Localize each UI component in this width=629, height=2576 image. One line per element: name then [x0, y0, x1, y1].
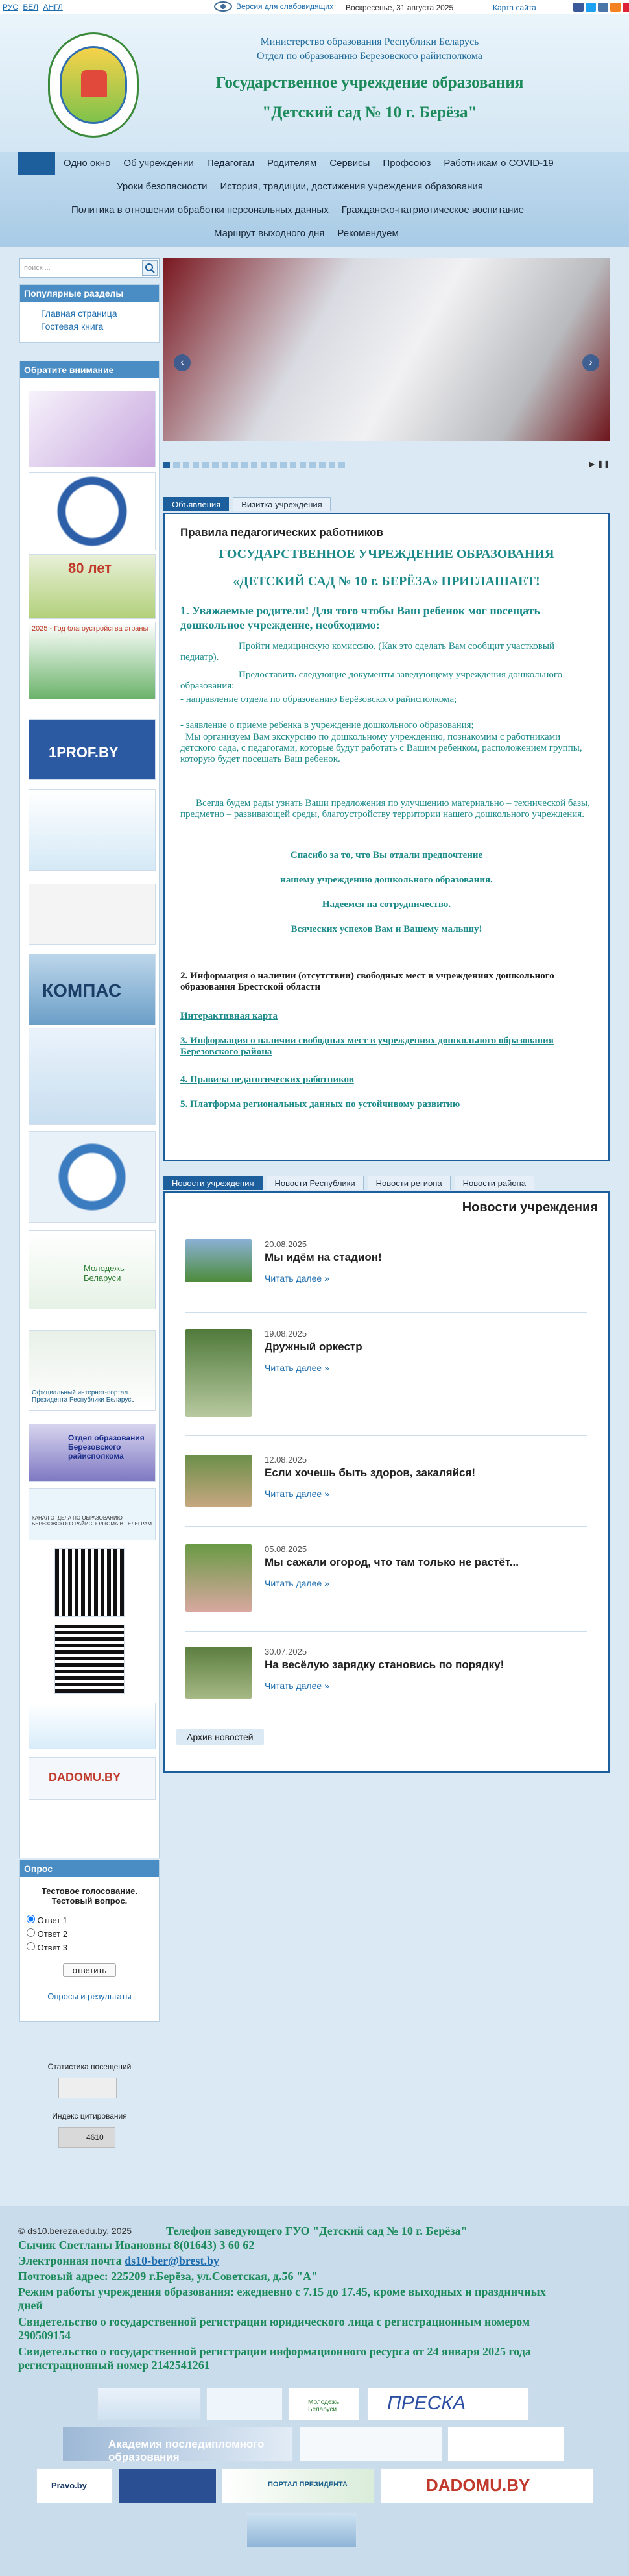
banner-ideas[interactable]	[29, 1703, 156, 1749]
footer-banner-icons[interactable]	[300, 2427, 442, 2462]
copyright: © ds10.bereza.edu.by, 2025	[18, 2226, 132, 2236]
qr-code-1[interactable]	[54, 1548, 125, 1617]
banner-emblem-education[interactable]	[29, 1131, 156, 1223]
footer-pravo-label: Pravo.by	[51, 2481, 87, 2490]
footer-email-label: Электронная почта	[18, 2254, 122, 2267]
news-image[interactable]	[185, 1544, 252, 1612]
slider-dot[interactable]	[329, 462, 335, 468]
year-label: 2025 - Год благоустройства страны	[32, 625, 148, 633]
slider-prev-icon[interactable]: ‹	[174, 354, 191, 371]
news-image[interactable]	[185, 1647, 252, 1699]
news-item	[185, 1239, 587, 1304]
news-separator	[185, 1312, 587, 1313]
news-headline[interactable]: Дружный оркестр	[265, 1341, 362, 1353]
news-tabs	[163, 1176, 534, 1190]
banner-kompas[interactable]	[29, 954, 156, 1025]
telegram-label: КАНАЛ ОТДЕЛА ПО ОБРАЗОВАНИЮ БЕРЕЗОВСКОГО РАЙИСПОЛКОМА В ТЕЛЕГРАМ	[32, 1515, 152, 1527]
slider-dot[interactable]	[183, 462, 189, 468]
youtube-icon[interactable]	[623, 3, 629, 12]
footer-banner-ministry[interactable]	[118, 2468, 217, 2503]
stats-counter[interactable]	[58, 2078, 117, 2098]
footer-hours: Режим работы учреждения образования: ежедневно с 7.15 до 17.45, кроме выходных и праздничных дней	[18, 2285, 546, 2312]
lang-ru[interactable]: РУС	[3, 3, 19, 12]
footer-registration-2: Свидетельство о государственной регистрации информационного ресурса от 24 января 2025 года регистрационный номер 2142541261	[18, 2345, 531, 2372]
banner-telegram[interactable]	[29, 1488, 156, 1540]
announcement-item4[interactable]: 4. Правила педагогических работников	[180, 1075, 354, 1085]
tab-district-news[interactable]: Новости района	[455, 1176, 534, 1190]
current-date: Воскресенье, 31 августа 2025	[346, 3, 454, 12]
search-box	[19, 258, 160, 278]
announcement-heading2: «ДЕТСКИЙ САД № 10 г. БЕРЁЗА» ПРИГЛАШАЕТ!	[233, 574, 540, 589]
announcement-thanks3: Надеемся на сотрудничество.	[322, 899, 451, 910]
portal-label: Официальный интернет-портал Президента Республики Беларусь	[32, 1389, 135, 1403]
banner-education-dept[interactable]	[29, 1424, 156, 1482]
nav-item-one-window[interactable]: Одно окно	[64, 158, 111, 169]
news-image[interactable]	[185, 1329, 252, 1417]
news-item	[185, 1544, 587, 1616]
news-headline[interactable]: Если хочешь быть здоров, закаляйся!	[265, 1466, 476, 1479]
nav-item-patriotic[interactable]: Гражданско-патриотическое воспитание	[341, 204, 525, 215]
institution-name-line1: Государственное учреждение образования	[215, 74, 524, 91]
read-more-link[interactable]: Читать далее »	[265, 1363, 329, 1373]
banner-year[interactable]	[29, 622, 156, 699]
popular-sections-box	[19, 284, 160, 343]
slider-dot[interactable]	[202, 462, 209, 468]
footer-banner-pravo[interactable]	[36, 2468, 113, 2503]
pause-icon[interactable]: ❚❚	[597, 459, 610, 468]
news-image[interactable]	[185, 1239, 252, 1282]
attention-title: Обратите внимание	[20, 361, 159, 378]
tab-institution-news[interactable]: Новости учреждения	[163, 1176, 263, 1190]
banner-emblem-blue[interactable]	[29, 472, 156, 550]
eye-icon	[214, 1, 232, 12]
read-more-link[interactable]: Читать далее »	[265, 1681, 329, 1691]
news-separator	[185, 1526, 587, 1527]
poll-question: Тестовое голосование. Тестовый вопрос.	[42, 1886, 137, 1906]
news-item	[185, 1455, 587, 1520]
announcement-title: Правила педагогических работников	[180, 526, 383, 539]
slider-dots	[163, 462, 345, 468]
announcement-thanks1: Спасибо за то, что Вы отдали предпочтение	[290, 850, 483, 860]
language-switcher	[3, 3, 65, 12]
nav-item-privacy[interactable]: Политика в отношении обработки персональных данных	[71, 204, 329, 215]
search-input[interactable]: поиск ...	[24, 264, 51, 272]
nav-row-4	[208, 222, 405, 245]
poll-radio-1[interactable]	[27, 1915, 35, 1923]
footer-head-name: Сычик Светланы Ивановны 8(01643) 3 60 62	[18, 2239, 255, 2252]
news-image[interactable]	[185, 1455, 252, 1507]
news-date: 20.08.2025	[265, 1239, 307, 1249]
news-item	[185, 1647, 587, 1712]
footer-address: Почтовый адрес: 225209 г.Берёза, ул.Советская, д.56 "А"	[18, 2270, 318, 2283]
poll-option-label: Ответ 2	[37, 1929, 68, 1939]
popular-item-home[interactable]: Главная страница	[41, 308, 117, 319]
banner-victory[interactable]	[29, 554, 156, 619]
nav-item-parents[interactable]: Родителям	[267, 158, 317, 169]
announcement-p5: Мы организуем Вам экскурсию по дошкольному учреждению, познакомим с работниками детского сада, с педагогами, которые будут работать с Вашим ребенком, расположением группы, которую будет посещать Ваш ребенок.	[180, 732, 582, 764]
lang-be[interactable]: БЕЛ	[23, 3, 39, 12]
footer-phone-heading: Телефон заведующего ГУО "Детский сад № 10 г. Берёза"	[166, 2224, 468, 2237]
citation-counter[interactable]	[58, 2127, 115, 2148]
news-date: 12.08.2025	[265, 1455, 307, 1464]
home-button[interactable]	[18, 152, 55, 175]
footer-banner-president[interactable]	[222, 2468, 375, 2503]
banner-helpline[interactable]	[29, 1028, 156, 1125]
tab-republic-news[interactable]: Новости Республики	[267, 1176, 364, 1190]
slider-dot[interactable]	[270, 462, 277, 468]
site-footer	[0, 2206, 629, 2576]
news-date: 30.07.2025	[265, 1647, 307, 1657]
footer-president-label: ПОРТАЛ ПРЕЗИДЕНТА	[268, 2481, 348, 2488]
news-separator	[185, 1435, 587, 1436]
poll-option-2[interactable]	[27, 1927, 159, 1941]
nav-item-about[interactable]: Об учреждении	[123, 158, 194, 169]
footer-molodezh-label: Молодежь Беларуси	[308, 2399, 340, 2413]
announcement-p1: Пройти медицинскую комиссию. (Как это сделать Вам сообщит участковый педиатр).	[180, 641, 554, 662]
footer-banner-children[interactable]	[246, 2512, 357, 2547]
logo-emblem	[60, 46, 127, 124]
slider-dot[interactable]	[261, 462, 267, 468]
banner-president-portal[interactable]	[29, 1330, 156, 1411]
announcement-item5[interactable]: 5. Платформа региональных данных по устойчивому развитию	[180, 1099, 460, 1110]
poll-radio-2[interactable]	[27, 1928, 35, 1937]
banner-festival[interactable]	[29, 391, 156, 467]
facebook-icon[interactable]	[573, 3, 584, 12]
footer-email-line	[18, 2254, 219, 2268]
poll-submit-button[interactable]: ответить	[63, 1963, 116, 1977]
site-header	[0, 14, 629, 152]
read-more-link[interactable]: Читать далее »	[265, 1488, 329, 1499]
vk-icon[interactable]	[598, 3, 608, 12]
tab-announcements[interactable]: Объявления	[163, 497, 229, 511]
announcement-item1: 1. Уважаемые родители! Для того чтобы Ваш ребенок мог посещать дошкольное учреждение, необходимо:	[180, 604, 540, 631]
poll-title: Опрос	[20, 1860, 159, 1877]
nav-item-safety[interactable]: Уроки безопасности	[117, 181, 208, 192]
announcement-p6: Всегда будем рады узнать Ваши предложения по улучшению материально – технической базы, предметно – развивающей среды, благоустройству территории нашего дошкольного учреждения.	[180, 798, 590, 820]
news-date: 19.08.2025	[265, 1329, 307, 1339]
read-more-link[interactable]: Читать далее »	[265, 1273, 329, 1283]
announcement-heading1: ГОСУДАРСТВЕННОЕ УЧРЕЖДЕНИЕ ОБРАЗОВАНИЯ	[219, 547, 554, 561]
search-icon[interactable]	[142, 260, 158, 276]
slider-dot[interactable]	[319, 462, 326, 468]
footer-email-link[interactable]: ds10-ber@brest.by	[125, 2254, 220, 2267]
slider-dot[interactable]	[212, 462, 219, 468]
footer-banner-education[interactable]	[97, 2388, 201, 2420]
popular-item-guestbook[interactable]: Гостевая книга	[41, 321, 104, 332]
poll-option-3[interactable]	[27, 1941, 159, 1954]
announcement-p2: Предоставить следующие документы заведующему учреждения дошкольного образования:	[180, 670, 563, 691]
slider-dot[interactable]	[173, 462, 180, 468]
banner-professional[interactable]	[29, 789, 156, 871]
poll-option-1[interactable]	[27, 1914, 159, 1927]
slider-dot[interactable]	[300, 462, 306, 468]
announcement-thanks4: Всяческих успехов Вам и Вашему малышу!	[291, 924, 482, 934]
announcement-p4: - заявление о приеме ребенка в учреждение дошкольного образования;	[180, 720, 474, 731]
slider-next-icon[interactable]: ›	[582, 354, 599, 371]
slider-dot[interactable]	[338, 462, 345, 468]
news-headline[interactable]: Мы идём на стадион!	[265, 1251, 382, 1263]
footer-banner-forum[interactable]	[447, 2427, 564, 2462]
sitemap-link[interactable]: Карта сайта	[493, 3, 536, 12]
announcement-item2: 2. Информация о наличии (отсутствии) свободных мест в учреждениях дошкольного образования Брестской области	[180, 971, 554, 992]
dadomu-label: DADOMU.BY	[49, 1771, 121, 1784]
nav-row-2	[110, 175, 490, 199]
announcement-thanks2: нашему учреждению дошкольного образования.	[280, 875, 493, 885]
announcement-item3[interactable]: 3. Информация о наличии свободных мест в учреждениях дошкольного образования Березовского района	[180, 1036, 554, 1057]
popular-sections-title: Популярные разделы	[20, 285, 159, 302]
footer-registration-1: Свидетельство о государственной регистрации юридического лица с регистрационным номером 290509154	[18, 2315, 530, 2342]
photo-slider[interactable]	[163, 258, 610, 441]
citation-title: Индекс цитирования	[52, 2111, 127, 2120]
citation-value: 4610	[86, 2133, 104, 2142]
poll-option-label: Ответ 3	[37, 1943, 68, 1952]
banner-document[interactable]	[29, 884, 156, 945]
poll-box	[19, 1860, 160, 2022]
read-more-link[interactable]: Читать далее »	[265, 1578, 329, 1588]
news-separator	[185, 1631, 587, 1632]
victory-label: 80 лет	[68, 560, 112, 576]
accessibility-label: Версия для слабовидящих	[236, 2, 334, 11]
stats-title: Статистика посещений	[47, 2062, 132, 2071]
slider-dot[interactable]	[222, 462, 228, 468]
qr-code-2[interactable]	[54, 1625, 125, 1694]
news-panel	[163, 1191, 610, 1773]
social-links	[573, 3, 629, 12]
nav-item-history[interactable]: История, традиции, достижения учреждения образования	[220, 181, 483, 192]
nav-row-3	[65, 199, 530, 222]
department-title: Отдел по образованию Березовского райисполкома	[256, 51, 483, 62]
footer-banner-academy[interactable]	[62, 2427, 293, 2462]
slider-dot[interactable]	[290, 462, 296, 468]
news-title: Новости учреждения	[462, 1200, 598, 1215]
top-bar	[0, 0, 629, 14]
banner-1prof[interactable]	[29, 719, 156, 780]
kindergarten-logo[interactable]	[48, 32, 139, 138]
kompas-label: КОМПАС	[42, 980, 122, 1001]
play-icon[interactable]: ▶	[589, 459, 595, 468]
slider-dot[interactable]	[231, 462, 238, 468]
poll-results-link[interactable]: Опросы и результаты	[47, 1991, 132, 2001]
announcement-panel	[163, 513, 610, 1161]
banner-dadomu[interactable]	[29, 1757, 156, 1800]
slider-controls	[589, 459, 610, 468]
nav-item-services[interactable]: Сервисы	[329, 158, 370, 169]
news-item	[185, 1329, 587, 1420]
nav-item-covid[interactable]: Работникам о COVID-19	[444, 158, 554, 169]
news-archive-button[interactable]: Архив новостей	[176, 1729, 264, 1745]
news-headline[interactable]: Мы сажали огород, что там только не растёт...	[265, 1556, 519, 1568]
footer-banner-dadomu[interactable]	[380, 2468, 594, 2503]
nav-item-union[interactable]: Профсоюз	[383, 158, 431, 169]
footer-banner-molodezh[interactable]	[288, 2388, 359, 2420]
nav-item-weekend[interactable]: Маршрут выходного дня	[214, 228, 325, 239]
institution-name-line2: "Детский сад № 10 г. Берёза"	[262, 104, 477, 121]
poll-radio-3[interactable]	[27, 1942, 35, 1950]
slider-dot[interactable]	[309, 462, 316, 468]
accessibility-link[interactable]	[214, 1, 333, 12]
ministry-title: Министерство образования Республики Беларусь	[260, 36, 479, 47]
dept-label: Отдел образования Березовского райисполкома	[68, 1433, 145, 1461]
slider-dot[interactable]	[163, 462, 170, 468]
footer-banner-helpline[interactable]	[206, 2388, 283, 2420]
odnoklassniki-icon[interactable]	[610, 3, 621, 12]
prof-label: 1PROF.BY	[49, 744, 119, 760]
lang-en[interactable]: АНГЛ	[43, 3, 63, 12]
main-navigation	[0, 152, 629, 247]
footer-dadomu-label: DADOMU.BY	[426, 2475, 530, 2495]
news-headline[interactable]: На весёлую зарядку становись по порядку!	[265, 1659, 504, 1671]
slider-dot[interactable]	[251, 462, 257, 468]
slider-dot[interactable]	[280, 462, 287, 468]
interactive-map-link[interactable]: Интерактивная карта	[180, 1011, 278, 1021]
footer-preska-label: ПРЕСКА	[387, 2392, 466, 2414]
banner-molodezh[interactable]	[29, 1230, 156, 1309]
nav-row-1	[57, 152, 560, 175]
poll-option-label: Ответ 1	[37, 1915, 68, 1925]
announcement-tabs	[163, 497, 331, 511]
tab-region-news[interactable]: Новости региона	[368, 1176, 451, 1190]
slider-dot[interactable]	[193, 462, 199, 468]
tab-card[interactable]: Визитка учреждения	[233, 497, 331, 511]
nav-item-recommend[interactable]: Рекомендуем	[337, 228, 399, 239]
footer-banner-preska[interactable]	[367, 2388, 529, 2420]
footer-academy-label: Академия последипломного образования	[108, 2438, 265, 2463]
slider-dot[interactable]	[241, 462, 248, 468]
nav-item-teachers[interactable]: Педагогам	[206, 158, 255, 169]
announcement-p3: - направление отдела по образованию Берёзовского райисполкома;	[180, 694, 457, 705]
twitter-icon[interactable]	[586, 3, 596, 12]
news-date: 05.08.2025	[265, 1544, 307, 1554]
molodezh-label: Молодежь Беларуси	[84, 1263, 125, 1283]
